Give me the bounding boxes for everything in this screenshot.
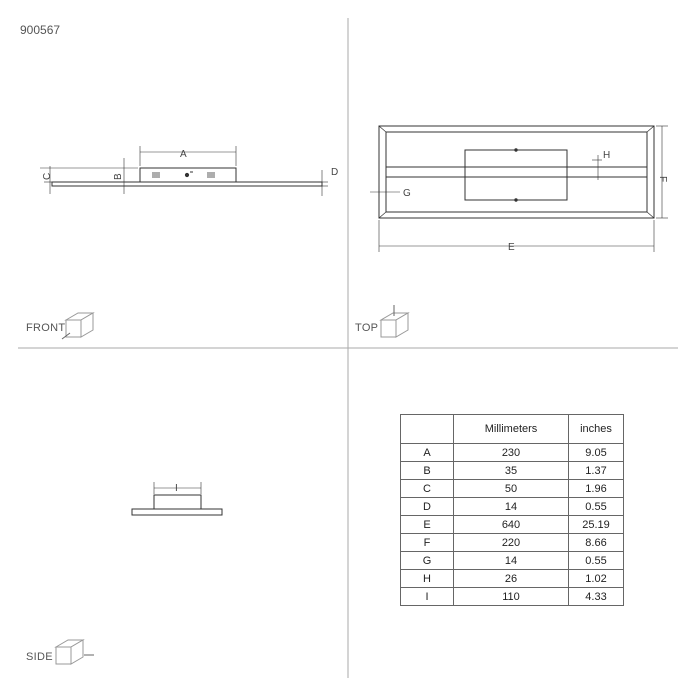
table-cell: I (401, 588, 454, 606)
table-cell: 0.55 (569, 552, 624, 570)
table-row (401, 588, 624, 606)
table-cell: 640 (454, 516, 569, 534)
table-cell: 110 (454, 588, 569, 606)
table-row (401, 552, 624, 570)
dim-g-label: G (403, 188, 411, 199)
table-header-cell (401, 415, 454, 444)
table-cell: D (401, 498, 454, 516)
table-cell: 14 (454, 552, 569, 570)
front-cube-icon (62, 313, 93, 339)
table-cell: E (401, 516, 454, 534)
dim-i-label: I (175, 483, 178, 494)
top-view-label: TOP (355, 322, 379, 334)
table-cell: F (401, 534, 454, 552)
front-view-label: FRONT (26, 322, 66, 334)
table-cell: A (401, 444, 454, 462)
side-panel (132, 509, 222, 515)
table-cell: 1.37 (569, 462, 624, 480)
table-row (401, 570, 624, 588)
table-cell: 9.05 (569, 444, 624, 462)
dimensions-table (400, 414, 624, 606)
table-row (401, 498, 624, 516)
table-row (401, 534, 624, 552)
table-header-row (401, 415, 624, 444)
top-driver-housing (465, 150, 567, 200)
table-cell: C (401, 480, 454, 498)
dim-f-label: F (657, 176, 668, 183)
table-row (401, 480, 624, 498)
table-cell: 14 (454, 498, 569, 516)
dim-e-label: E (508, 242, 515, 253)
front-panel (52, 182, 322, 186)
side-driver-box (154, 495, 201, 509)
table-cell: 8.66 (569, 534, 624, 552)
table-cell: B (401, 462, 454, 480)
front-screw (185, 173, 188, 176)
table-cell: 35 (454, 462, 569, 480)
table-cell: 220 (454, 534, 569, 552)
table-cell: 26 (454, 570, 569, 588)
table-cell: 1.96 (569, 480, 624, 498)
table-header-cell: Millimeters (454, 415, 569, 444)
table-cell: 50 (454, 480, 569, 498)
dim-d-label: D (331, 167, 339, 178)
top-outer-frame (379, 126, 654, 218)
table-cell: 230 (454, 444, 569, 462)
dim-a-label: A (180, 149, 187, 160)
table-cell: G (401, 552, 454, 570)
top-view-drawing (370, 126, 668, 252)
table-row (401, 462, 624, 480)
table-row (401, 516, 624, 534)
dim-b-label: B (113, 173, 124, 180)
dim-c-label: C (42, 172, 53, 180)
table-cell: 1.02 (569, 570, 624, 588)
table-row (401, 444, 624, 462)
side-cube-icon (56, 640, 94, 664)
top-center-bar (386, 167, 647, 177)
table-cell: 4.33 (569, 588, 624, 606)
dim-h-label: H (603, 150, 611, 161)
top-cube-icon (381, 305, 408, 337)
product-number: 900567 (20, 23, 61, 37)
table-cell: 25.19 (569, 516, 624, 534)
table-header-cell: inches (569, 415, 624, 444)
table-cell: H (401, 570, 454, 588)
side-view-label: SIDE (26, 651, 53, 663)
table-cell: 0.55 (569, 498, 624, 516)
